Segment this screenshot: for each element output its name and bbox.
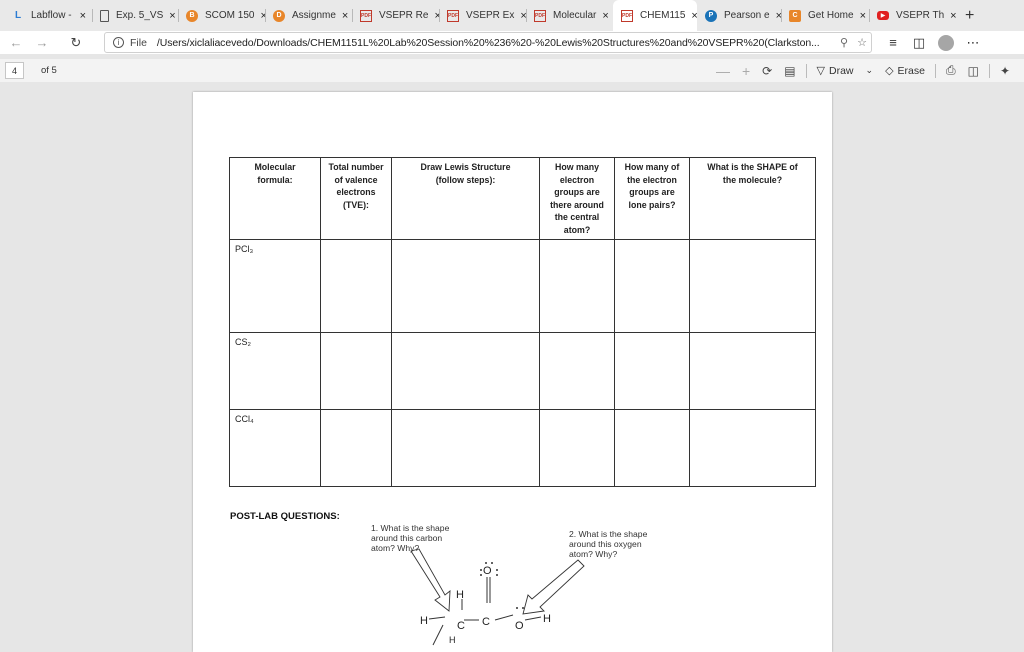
answer-cell[interactable] — [392, 240, 540, 333]
header-molecule-shape — [690, 158, 816, 240]
question-line: 1. What is the shape — [371, 523, 450, 533]
arrow-to-carbon — [411, 549, 450, 611]
profile-avatar[interactable] — [938, 35, 954, 51]
save-icon[interactable]: ◫ — [967, 63, 979, 78]
question-line: 2. What is the shape — [569, 529, 648, 539]
atom-h-partial: H — [449, 635, 456, 645]
answer-cell[interactable] — [690, 240, 816, 333]
browser-tab[interactable] — [526, 0, 613, 31]
tab-title: Molecular — [553, 10, 597, 21]
formula-cell: CS₂ — [230, 333, 321, 410]
fit-page-icon[interactable]: ▤ — [784, 63, 796, 78]
browser-tab[interactable] — [869, 0, 959, 31]
erase-label: Erase — [897, 64, 925, 77]
close-icon[interactable]: × — [79, 9, 86, 22]
pdf-icon: PDF — [360, 10, 372, 22]
header-line: electron — [559, 174, 595, 185]
pdf-page — [193, 92, 832, 652]
header-draw-lewis-structure — [392, 158, 540, 240]
header-line: Draw Lewis Structure — [420, 162, 511, 172]
zoom-out-button[interactable]: — — [715, 62, 730, 79]
tab-title: VSEPR Re — [379, 10, 429, 21]
browser-tab[interactable] — [613, 0, 697, 31]
answer-cell[interactable] — [540, 333, 615, 410]
table-row — [230, 410, 816, 487]
header-lone-pairs — [615, 158, 690, 240]
page-count: of 5 — [41, 65, 57, 76]
browser-tab[interactable] — [781, 0, 869, 31]
post-lab-title: POST-LAB QUESTIONS: — [230, 511, 340, 522]
answer-cell[interactable] — [615, 240, 690, 333]
browser-tab[interactable] — [697, 0, 781, 31]
atom-c: C — [482, 616, 490, 628]
pearson-icon: P — [705, 10, 717, 22]
worksheet-table — [229, 157, 816, 487]
chegg-icon: C — [789, 10, 801, 22]
draw-button[interactable] — [811, 64, 880, 77]
close-icon[interactable]: × — [260, 9, 267, 22]
brand-d-icon: D — [273, 10, 285, 22]
tab-strip — [0, 0, 1024, 31]
address-bar[interactable] — [104, 32, 872, 53]
header-line: (TVE): — [343, 199, 369, 210]
close-icon[interactable]: × — [169, 9, 176, 22]
answer-cell[interactable] — [321, 410, 392, 487]
header-line: (follow steps): — [435, 174, 496, 185]
print-icon[interactable]: ⎙ — [945, 63, 956, 77]
browser-tab[interactable] — [4, 0, 92, 31]
header-line: the electron — [627, 174, 677, 185]
youtube-icon: ▶ — [877, 11, 889, 20]
pen-icon: ▽ — [816, 65, 826, 77]
info-icon[interactable]: i — [113, 37, 124, 48]
tab-title: Pearson e — [724, 10, 770, 21]
atom-h: H — [420, 615, 428, 627]
close-icon[interactable]: × — [520, 9, 527, 22]
address-toolbar — [0, 31, 1024, 54]
question-line: around this carbon — [371, 533, 443, 543]
tab-title: SCOM 150 — [205, 10, 255, 21]
pdf-icon: PDF — [447, 10, 459, 22]
document-icon — [100, 10, 109, 22]
header-electron-groups — [540, 158, 615, 240]
formula-cell: PCl₃ — [230, 240, 321, 333]
atom-o: O — [483, 565, 492, 577]
tab-title: Get Home — [808, 10, 854, 21]
forward-arrow-icon[interactable]: → — [35, 35, 49, 50]
browser-tab[interactable] — [178, 0, 265, 31]
atom-c: C — [457, 620, 465, 632]
erase-button[interactable] — [879, 64, 931, 77]
rotate-icon[interactable]: ⟳ — [762, 63, 773, 78]
close-icon[interactable]: × — [341, 9, 349, 22]
answer-cell[interactable] — [690, 410, 816, 487]
header-line: formula: — [257, 174, 293, 185]
tab-title: Assignme — [292, 10, 336, 21]
new-tab-button[interactable]: + — [965, 6, 975, 24]
more-menu-icon[interactable]: ⋯ — [966, 34, 980, 50]
header-line: What is the SHAPE of — [707, 162, 798, 172]
toolbar-divider — [989, 64, 990, 78]
draw-label: Draw — [829, 64, 854, 77]
header-line: Molecular — [254, 162, 296, 172]
pdf-toolbar — [0, 59, 1024, 82]
eraser-icon: ◇ — [885, 65, 894, 77]
browser-tab[interactable] — [265, 0, 352, 31]
zoom-in-button[interactable]: + — [741, 62, 751, 79]
header-line: lone pairs? — [628, 199, 676, 210]
close-icon[interactable]: × — [602, 9, 609, 22]
back-arrow-icon[interactable]: ← — [9, 35, 23, 50]
tab-title: VSEPR Ex — [466, 10, 515, 21]
arrow-to-oxygen — [523, 560, 584, 614]
answer-cell[interactable] — [540, 240, 615, 333]
header-total-valence-electrons — [321, 158, 392, 240]
toolbar-divider — [935, 64, 936, 78]
brand-b-icon: B — [186, 10, 198, 22]
browser-tab[interactable] — [352, 0, 439, 31]
answer-cell[interactable] — [615, 410, 690, 487]
close-icon[interactable]: × — [691, 9, 698, 22]
browser-tab[interactable] — [439, 0, 526, 31]
tab-title: CHEM115 — [640, 10, 686, 21]
close-icon[interactable]: × — [950, 9, 957, 22]
pdf-icon: PDF — [534, 10, 546, 22]
answer-cell[interactable] — [615, 333, 690, 410]
labflow-icon: L — [14, 10, 22, 21]
formula-cell: CCl₄ — [230, 410, 321, 487]
url-text[interactable]: /Users/xiclaliacevedo/Downloads/CHEM1151L%20Lab%20Session%20%236%20-%20Lewis%20Structures%20and%20VSEPR%20(Clarkston... — [156, 36, 820, 49]
header-line: the molecule? — [722, 174, 783, 185]
answer-cell[interactable] — [392, 410, 540, 487]
question-line: atom? Why? — [569, 549, 618, 559]
tab-title: Exp. 5_VS — [116, 10, 164, 21]
favorite-star-icon[interactable]: ☆ — [857, 37, 867, 49]
page-number-input[interactable]: 4 — [5, 62, 24, 79]
question-line: atom? Why? — [371, 543, 420, 553]
header-line: How many — [555, 162, 599, 172]
answer-cell[interactable] — [392, 333, 540, 410]
reload-icon[interactable]: ↻ — [70, 34, 82, 50]
answer-cell[interactable] — [321, 333, 392, 410]
header-line: there around — [550, 199, 604, 210]
answer-cell[interactable] — [321, 240, 392, 333]
favorites-list-icon[interactable]: ≡ — [889, 35, 897, 50]
header-line: groups are — [554, 187, 600, 197]
atom-h: H — [543, 613, 551, 625]
table-row — [230, 240, 816, 333]
table-row — [230, 333, 816, 410]
zoom-magnifier-icon[interactable]: ⚲ — [839, 37, 849, 49]
header-line: How many of — [624, 162, 680, 172]
header-line: Total number — [328, 162, 384, 172]
answer-cell[interactable] — [690, 333, 816, 410]
molecule-diagram — [373, 547, 603, 647]
browser-tab[interactable] — [92, 0, 178, 31]
scheme-label: File — [130, 36, 147, 49]
table-header-row — [230, 158, 816, 240]
answer-cell[interactable] — [540, 410, 615, 487]
header-line: electrons — [336, 187, 376, 197]
header-molecular-formula — [230, 158, 321, 240]
header-line: groups are — [629, 187, 675, 197]
tab-title: VSEPR Th — [896, 10, 945, 21]
close-icon[interactable]: × — [859, 9, 867, 22]
atom-o: O — [515, 620, 524, 632]
pin-icon[interactable]: ✦ — [999, 63, 1010, 78]
atom-h: H — [456, 589, 464, 601]
header-line: of valence — [334, 174, 378, 185]
pdf-icon: PDF — [621, 10, 633, 22]
toolbar-divider — [806, 64, 807, 78]
header-line: atom? — [563, 224, 591, 235]
question-line: around this oxygen — [569, 539, 642, 549]
close-icon[interactable]: × — [775, 9, 783, 22]
header-line: the central — [554, 212, 600, 222]
tab-title: Labflow - — [31, 10, 72, 21]
close-icon[interactable]: × — [434, 9, 441, 22]
collections-icon[interactable]: ◫ — [912, 34, 926, 50]
chevron-down-icon[interactable]: ⌄ — [865, 65, 874, 75]
